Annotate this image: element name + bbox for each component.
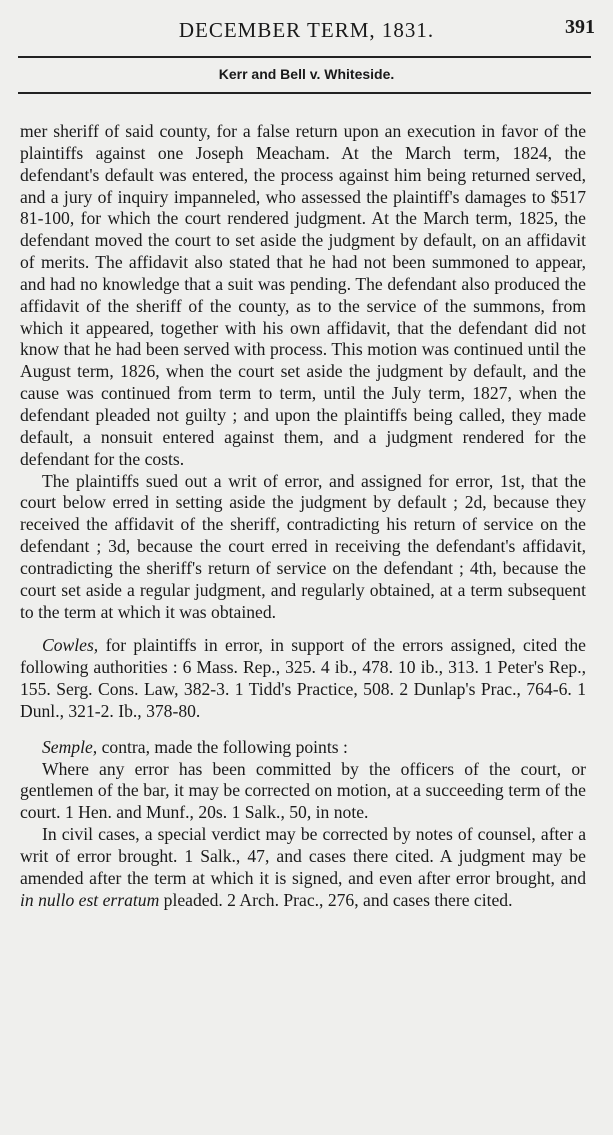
running-head [18,14,595,50]
paragraph-plaintiff-counsel [20,635,586,722]
paragraph-point-two [20,824,586,911]
header-rule-top [18,56,591,58]
paragraph-errors-assigned: The plaintiffs sued out a writ of error, and assigned for error, 1st, that the court below erred in setting aside the judgment by default ; 2d, because they received the affidavit of the sheriff, contradicting his return of service on the defendant ; 3d, because the court erred in receiving the defendant's affidavit, contradicting the sheriff's return of service on the defendant ; 4th, because the court set aside a regular judgment, and regularly obtained, at a term subsequent to the term at which it was obtained. [20,470,586,622]
plaintiff-authorities: for plaintiffs in error, in support of the errors assigned, cited the following authorities : 6 Mass. Rep., 325. 4 ib., 478. 10 ib., 313. 1 Peter's Rep., 155. Serg. Cons. Law, 382-3. 1 Tidd's Practice, 508. 2 Dunlap's Prac., 764-6. 1 Dunl., 321-2. Ib., 378-80. [20,635,586,721]
running-title: DECEMBER TERM, 1831. [178,18,435,42]
page-number: 391 [565,16,595,38]
case-title: Kerr and Bell v. Whiteside. [218,66,395,82]
defense-intro: contra, made the following points : [97,736,348,757]
paragraph-facts: mer sheriff of said county, for a false return upon an execution in favor of the plaintiffs against one Joseph Meacham. At the March term, 1824, the defendant's default was entered, the process against him being returned served, and a jury of inquiry impanneled, who assessed the plaintiff's damages to $517 81-100, for which the court rendered judgment. At the March term, 1825, the defendant moved the court to set aside the judgment by default, on an affidavit of merits. The affidavit also stated that he had not been summoned to appear, and had no knowledge that a suit was pending. The defendant also produced the affidavit of the sheriff of the county, as to the service of the summons, from which it appeared, together with his own affidavit, that the defendant did not know that he had been served with process. This motion was continued until the August term, 1826, when the court set aside the judgment by default, and the cause was continued from term to term, until the July term, 1827, when the defendant pleaded not guilty ; and upon the plaintiffs being called, they made default, a nonsuit entered against them, and a judgment rendered for the defendant for the costs. [20,121,586,469]
counsel-name-semple: Semple, [42,736,98,757]
latin-phrase: in nullo est erratum [20,889,160,910]
paragraph-point-one: Where any error has been committed by the officers of the court, or gentlemen of the bar, it may be corrected on motion, at a succeeding term of the court. 1 Hen. and Munf., 20s. 1 Salk., 50, in note. [20,758,586,823]
header-rule-bottom [18,92,591,94]
opinion-text [20,121,586,912]
counsel-name-cowles: Cowles, [42,635,99,656]
paragraph-defense-counsel [20,737,586,759]
point-two-text-a: In civil cases, a special verdict may be corrected by notes of counsel, after a writ of error brought. 1 Salk., 47, and cases there cited. A judgment may be amended after the term at which it is signed, and even after error brought, and [20,824,586,888]
point-two-text-b: pleaded. 2 Arch. Prac., 276, and cases there cited. [159,889,513,910]
